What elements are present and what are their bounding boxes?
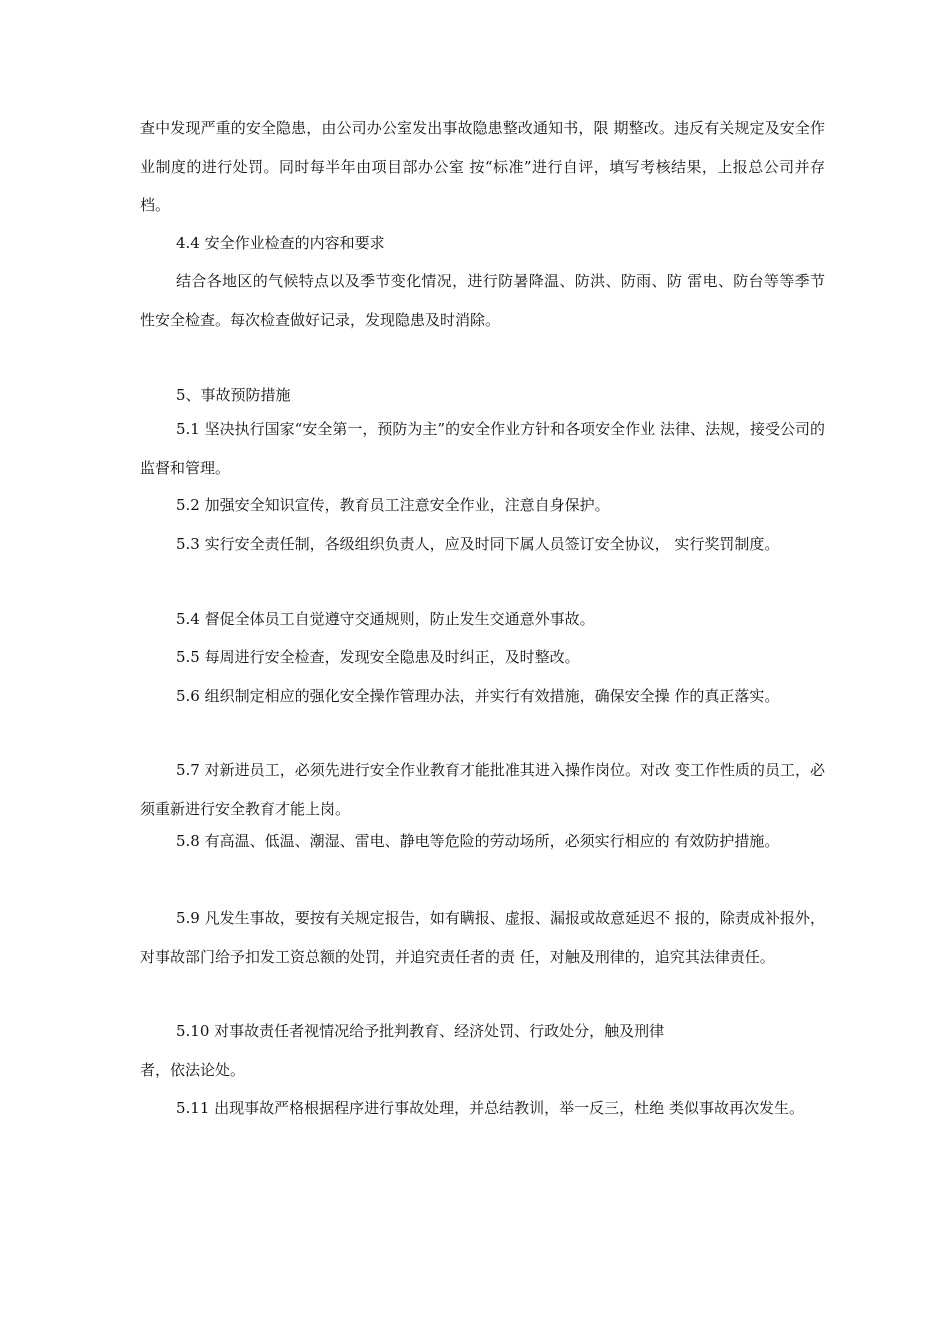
heading-section-5: 5、事故预防措施 [176, 386, 291, 404]
paragraph-5-3: 5.3 实行安全责任制，各级组织负责人，应及时同下属人员签订安全协议， 实行奖罚制度。 [176, 535, 780, 553]
heading-4-4: 4.4 安全作业检查的内容和要求 [176, 234, 385, 252]
paragraph-5-9: 5.9 凡发生事故，要按有关规定报告，如有瞒报、虚报、漏报或故意延迟不 报的，除责成补报外，对事故部门给予扣发工资总额的处罚，并追究责任者的责 任，对触及刑律的，追究其法律责任。 [140, 909, 825, 966]
paragraph-5-5: 5.5 每周进行安全检查，发现安全隐患及时纠正，及时整改。 [176, 648, 580, 666]
paragraph-5-10: 5.10 对事故责任者视情况给予批判教育、经济处罚、行政处分，触及刑律 [176, 1022, 665, 1040]
paragraph-5-11: 5.11 出现事故严格根据程序进行事故处理，并总结教训，举一反三，杜绝 类似事故再次发生。 [176, 1099, 804, 1117]
paragraph-inspection-result: 查中发现严重的安全隐患，由公司办公室发出事故隐患整改通知书，限 期整改。违反有关规定及安全作业制度的进行处罚。同时每半年由项目部办公室 按“标准”进行自评，填写考核结果，上报总公司并存档。 [140, 119, 825, 214]
paragraph-5-4: 5.4 督促全体员工自觉遵守交通规则，防止发生交通意外事故。 [176, 610, 595, 628]
paragraph-5-2: 5.2 加强安全知识宣传，教育员工注意安全作业，注意自身保护。 [176, 496, 610, 514]
paragraph-seasonal-check: 结合各地区的气候特点以及季节变化情况，进行防暑降温、防洪、防雨、防 雷电、防台等等季节性安全检查。每次检查做好记录，发现隐患及时消除。 [140, 272, 825, 329]
paragraph-5-7: 5.7 对新进员工，必须先进行安全作业教育才能批准其进入操作岗位。对改 变工作性质的员工，必须重新进行安全教育才能上岗。 [140, 761, 825, 818]
paragraph-5-8: 5.8 有高温、低温、潮湿、雷电、静电等危险的劳动场所，必须实行相应的 有效防护措施。 [176, 832, 780, 850]
paragraph-5-10-continued: 者，依法论处。 [140, 1061, 246, 1079]
paragraph-5-1: 5.1 坚决执行国家“安全第一，预防为主”的安全作业方针和各项安全作业 法律、法规，接受公司的监督和管理。 [140, 420, 825, 477]
paragraph-5-6: 5.6 组织制定相应的强化安全操作管理办法，并实行有效措施，确保安全操 作的真正落实。 [176, 687, 780, 705]
